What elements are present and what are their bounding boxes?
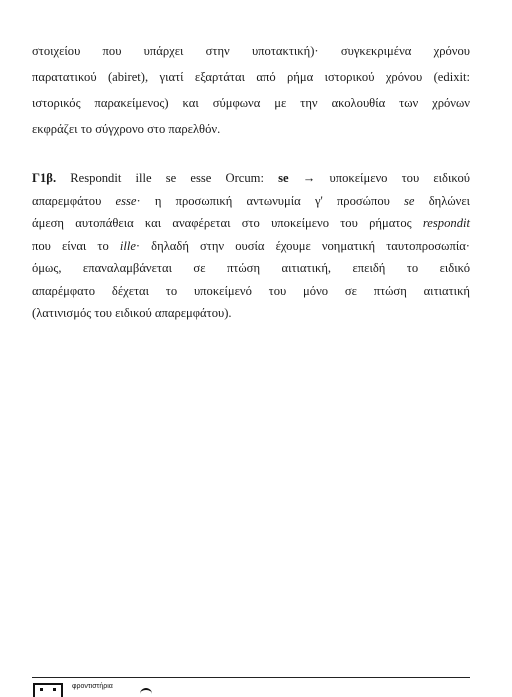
text-line <box>32 235 470 258</box>
term-ille: ille <box>119 238 136 253</box>
logo-mark-icon <box>140 688 152 696</box>
text-line <box>32 190 470 213</box>
paragraph-continuation <box>32 38 470 142</box>
footer-brand: φροντιστήρια <box>72 683 113 690</box>
answer-g1b <box>32 167 470 325</box>
text-fragment: · δηλαδή στην ουσία έχουμε νοηματική ταυτοπροσωπία· <box>135 238 470 253</box>
text-fragment: άμεση αυτοπάθεια και αναφέρεται στο υποκείμενο του ρήματος <box>32 216 412 230</box>
text-fragment: απαρεμφάτου <box>32 193 102 208</box>
text-line: (λατινισμός του ειδικού απαρεμφάτου). <box>32 306 232 320</box>
text-line: ιστορικός παρακείμενος) και σύμφωνα με την ακολουθία των χρόνων <box>32 96 470 110</box>
text-line: απαρέμφατο δέχεται το υποκείμενό του μόνο σε πτώση αιτιατική <box>32 283 470 298</box>
text-line: στοιχείου που υπάρχει στην υποτακτική)· συγκεκριμένα χρόνου <box>32 44 470 58</box>
text-line: όμως, επαναλαμβάνεται σε πτώση αιτιατική, επειδή το ειδικό <box>32 261 470 275</box>
text-line: παρατατικού (abiret), γιατί εξαρτάται από ρήμα ιστορικού χρόνου (edixit: <box>32 70 470 84</box>
footer-divider <box>32 677 470 678</box>
text-line <box>32 167 470 190</box>
question-label: Γ1β. <box>32 171 57 185</box>
text-line: εκφράζει το σύγχρονο στο παρελθόν. <box>32 122 221 136</box>
text-fragment: · η προσωπική αντωνυμία γ' προσώπου <box>136 193 390 208</box>
logo-icon <box>33 683 63 697</box>
term-esse: esse <box>115 193 137 208</box>
text-line <box>32 212 470 235</box>
latin-sentence: Respondit ille se esse Orcum: <box>70 171 264 185</box>
text-fragment: → υποκείμενο του ειδικού <box>302 171 470 185</box>
text-fragment: δηλώνει <box>428 193 470 208</box>
term-se: se <box>278 171 289 185</box>
term-respondit: respondit <box>422 216 470 230</box>
text-fragment: που είναι το <box>32 238 109 253</box>
term-se-italic: se <box>404 193 415 208</box>
